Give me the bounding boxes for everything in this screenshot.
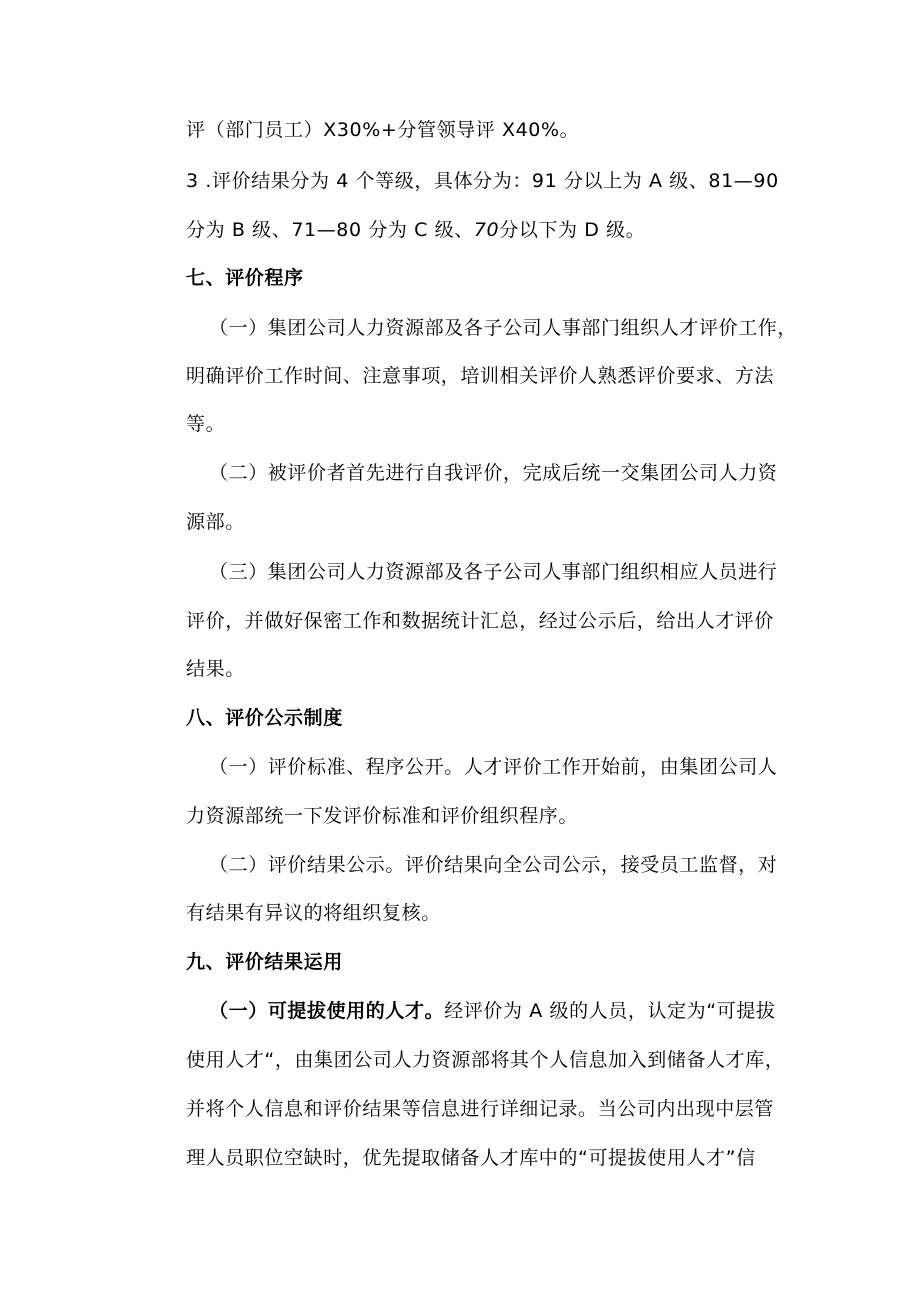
text-line: （二）被评价者首先进行自我评价，完成后统一交集团公司人力资 bbox=[209, 462, 778, 484]
text-line: 明确评价工作时间、注意事项，培训相关评价人熟悉评价要求、方法 bbox=[186, 365, 775, 387]
text-line: 使用人才“，由集团公司人力资源部将其个人信息加入到储备人才库， bbox=[186, 1049, 785, 1071]
italic-number: 70 bbox=[473, 219, 500, 241]
text-segment: 分为 B 级、71—80 分为 C 级、 bbox=[186, 219, 474, 241]
text-line: 源部。 bbox=[186, 511, 245, 533]
text-line: 力资源部统一下发评价标准和评价组织程序。 bbox=[186, 805, 579, 827]
text-line: 3 .评价结果分为 4 个等级，具体分为：91 分以上为 A 级、81—90 bbox=[186, 170, 779, 192]
text-line bbox=[186, 218, 645, 242]
text-line: 结果。 bbox=[186, 658, 245, 680]
text-line: 并将个人信息和评价结果等信息进行详细记录。当公司内出现中层管 bbox=[186, 1098, 775, 1120]
section-heading-9: 九、评价结果运用 bbox=[186, 951, 343, 973]
text-line: （三）集团公司人力资源部及各子公司人事部门组织相应人员进行 bbox=[209, 561, 778, 583]
text-line: （一）评价标准、程序公开。人才评价工作开始前，由集团公司人 bbox=[209, 756, 778, 778]
text-line: （二）评价结果公示。评价结果向全公司公示，接受员工监督，对 bbox=[209, 854, 778, 876]
text-segment: 经评价为 A 级的人员，认定为“可提拔 bbox=[444, 1000, 776, 1022]
section-heading-8: 八、评价公示制度 bbox=[186, 707, 343, 729]
text-line: 等。 bbox=[186, 413, 226, 435]
text-segment: 分以下为 D 级。 bbox=[499, 219, 646, 241]
text-line: （一）集团公司人力资源部及各子公司人事部门组织人才评价工作， bbox=[209, 317, 798, 339]
text-line: 评（部门员工）X30%+分管领导评 X40%。 bbox=[186, 119, 580, 141]
bold-lead: （一）可提拔使用的人才。 bbox=[209, 1000, 445, 1022]
text-line bbox=[209, 999, 776, 1023]
section-heading-7: 七、评价程序 bbox=[186, 267, 304, 289]
text-line: 评价，并做好保密工作和数据统计汇总，经过公示后，给出人才评价 bbox=[186, 610, 775, 632]
text-line: 理人员职位空缺时，优先提取储备人才库中的“可提拔使用人才”信 bbox=[186, 1147, 756, 1169]
text-line: 有结果有异议的将组织复核。 bbox=[186, 902, 441, 924]
